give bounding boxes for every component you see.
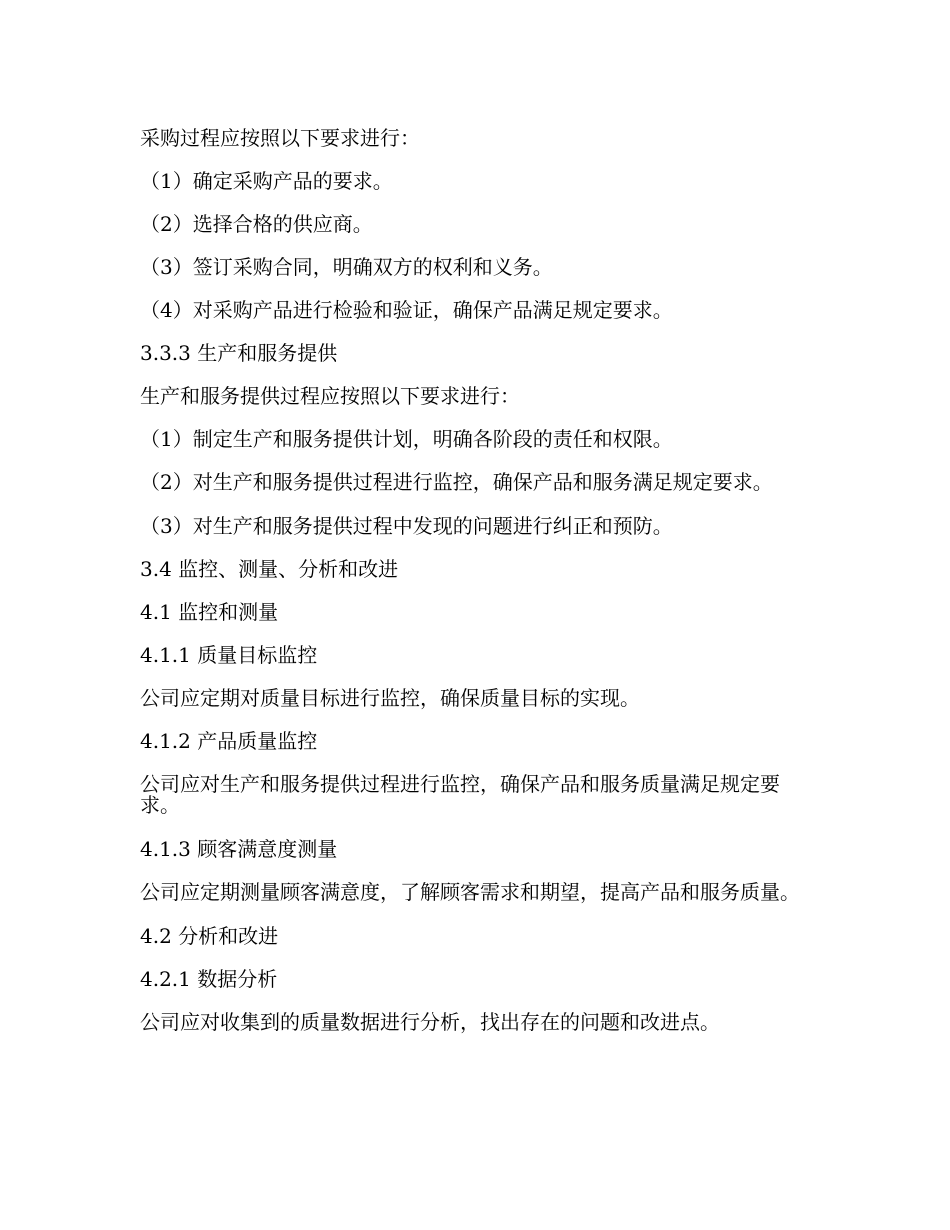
paragraph-data-analysis: 公司应对收集到的质量数据进行分析，找出存在的问题和改进点。 xyxy=(140,1010,720,1034)
paragraph-procurement-intro: 采购过程应按照以下要求进行： xyxy=(140,126,420,150)
paragraph-product-quality: 公司应对生产和服务提供过程进行监控，确保产品和服务质量满足规定要求。 xyxy=(140,772,780,817)
list-item-production-3: （3）对生产和服务提供过程中发现的问题进行纠正和预防。 xyxy=(140,514,673,538)
section-heading-4-1-2: 4.1.2 产品质量监控 xyxy=(140,729,318,753)
list-item-production-2: （2）对生产和服务提供过程进行监控，确保产品和服务满足规定要求。 xyxy=(140,470,773,494)
list-item-procurement-1: （1）确定采购产品的要求。 xyxy=(140,169,393,193)
section-heading-4-2: 4.2 分析和改进 xyxy=(140,924,279,948)
section-heading-3-4: 3.4 监控、测量、分析和改进 xyxy=(140,557,399,581)
list-item-procurement-4: （4）对采购产品进行检验和验证，确保产品满足规定要求。 xyxy=(140,298,673,322)
section-heading-3-3-3: 3.3.3 生产和服务提供 xyxy=(140,341,338,365)
section-heading-4-2-1: 4.2.1 数据分析 xyxy=(140,967,278,991)
section-heading-4-1-1: 4.1.1 质量目标监控 xyxy=(140,643,318,667)
list-item-production-1: （1）制定生产和服务提供计划，明确各阶段的责任和权限。 xyxy=(140,427,673,451)
list-item-procurement-2: （2）选择合格的供应商。 xyxy=(140,212,373,236)
paragraph-customer-satisfaction: 公司应定期测量顾客满意度，了解顾客需求和期望，提高产品和服务质量。 xyxy=(140,880,800,904)
paragraph-production-intro: 生产和服务提供过程应按照以下要求进行： xyxy=(140,384,520,408)
section-heading-4-1: 4.1 监控和测量 xyxy=(140,600,279,624)
section-heading-4-1-3: 4.1.3 顾客满意度测量 xyxy=(140,837,338,861)
paragraph-quality-goal: 公司应定期对质量目标进行监控，确保质量目标的实现。 xyxy=(140,686,640,710)
document-body xyxy=(140,128,800,1055)
list-item-procurement-3: （3）签订采购合同，明确双方的权利和义务。 xyxy=(140,255,553,279)
